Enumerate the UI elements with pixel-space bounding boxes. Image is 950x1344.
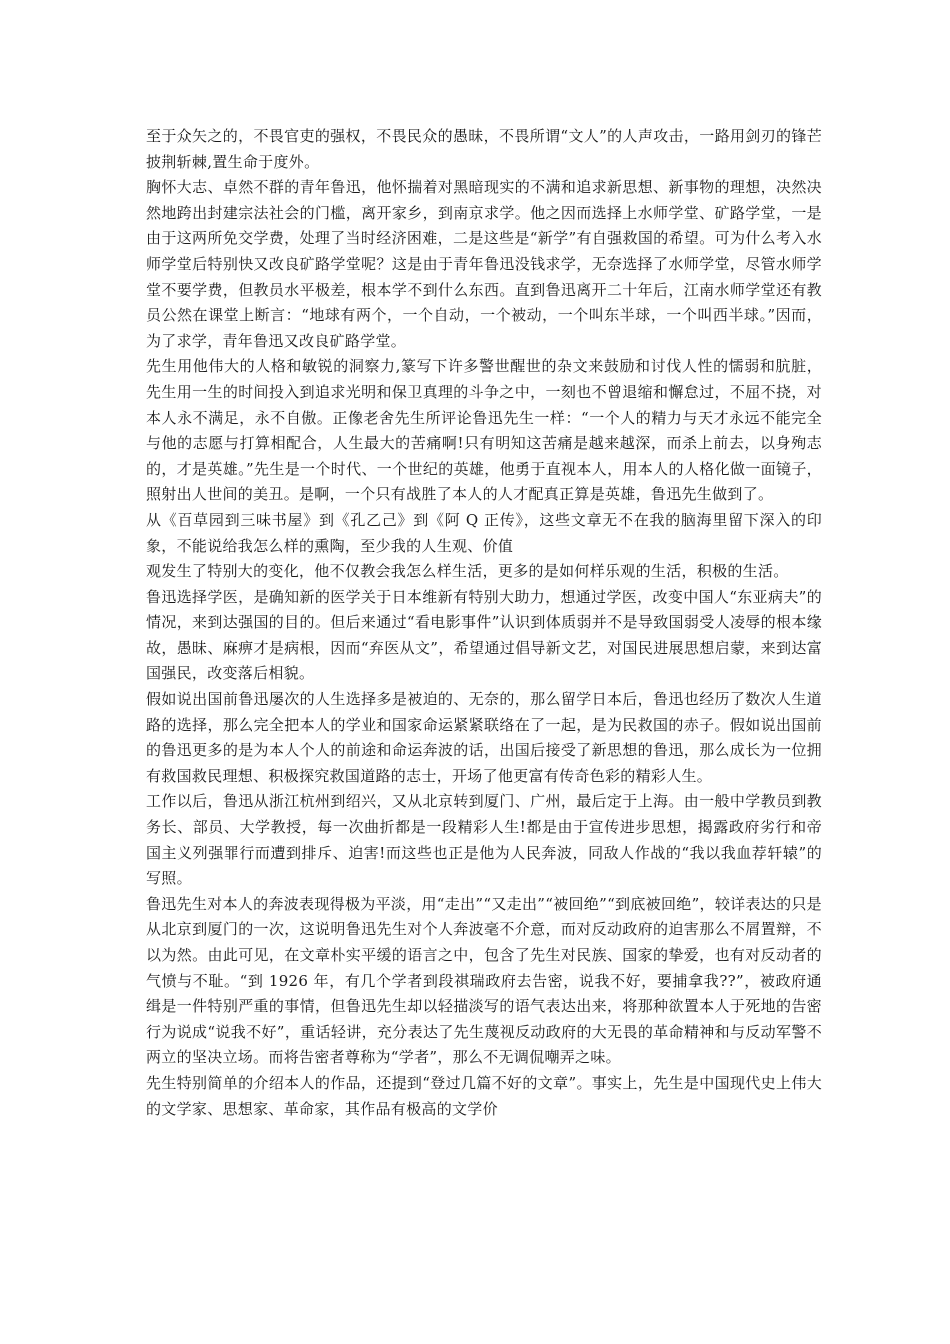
paragraph: 鲁迅先生对本人的奔波表现得极为平淡，用“走出”“又走出”“被回绝”“到底被回绝”，较详表达的只是从北京到厦门的一次，这说明鲁迅先生对个人奔波毫不介意，而对反动政府的迫害那么不屑置辩，不以为然。由此可见，在文章朴实平缓的语言之中，包含了先生对民族、国家的挚爱，也有对反动者的气愤与不耻。“到 1926 年，有几个学者到段祺瑞政府去告密，说我不好，要捕拿我??”，被政府通缉是一件特别严重的事情，但鲁迅先生却以轻描淡写的语气表达出来，将那种欲置本人于死地的告密行为说成“说我不好”，重话轻讲，充分表达了先生蔑视反动政府的大无畏的革命精神和与反动军警不两立的坚决立场。而将告密者尊称为“学者”，那么不无调侃嘲弄之味。 (146, 894, 822, 1067)
paragraph: 先生特别简单的介绍本人的作品，还提到“登过几篇不好的文章”。事实上，先生是中国现代史上伟大的文学家、思想家、革命家，其作品有极高的文学价 (146, 1073, 822, 1118)
paragraph: 从《百草园到三味书屋》到《孔乙己》到《阿 Q 正传》，这些文章无不在我的脑海里留下深入的印象，不能说给我怎么样的熏陶，至少我的人生观、价值 (146, 510, 822, 555)
paragraph: 胸怀大志、卓然不群的青年鲁迅，他怀揣着对黑暗现实的不满和追求新思想、新事物的理想，决然决然地跨出封建宗法社会的门槛，离开家乡，到南京求学。他之因而选择上水师学堂、矿路学堂，一是由于这两所免交学费，处理了当时经济困难，二是这些是“新学”有自强救国的希望。可为什么考入水师学堂后特别快又改良矿路学堂呢？这是由于青年鲁迅没钱求学，无奈选择了水师学堂，尽管水师学堂不要学费，但教员水平极差，根本学不到什么东西。直到鲁迅离开二十年后，江南水师学堂还有教员公然在课堂上断言：“地球有两个，一个自动，一个被动，一个叫东半球，一个叫西半球。”因而，为了求学，青年鲁迅又改良矿路学堂。 (146, 178, 822, 350)
paragraph: 观发生了特别大的变化，他不仅教会我怎么样生活，更多的是如何样乐观的生活，积极的生活。 (146, 562, 789, 581)
paragraph: 至于众矢之的，不畏官吏的强权，不畏民众的愚昧，不畏所谓“文人”的人声攻击，一路用剑刃的锋芒披荆斩棘,置生命于度外。 (146, 127, 822, 171)
paragraph: 鲁迅选择学医，是确知新的医学关于日本维新有特别大助力，想通过学医，改变中国人“东亚病夫”的情况，来到达强国的目的。但后来通过“看电影事件”认识到体质弱并不是导致国弱受人凌辱的根本缘故，愚昧、麻痹才是病根，因而“弃医从文”，希望通过倡导新文艺，对国民进展思想启蒙，来到达富国强民，改变落后相貌。 (146, 587, 822, 683)
document-page (146, 124, 822, 1122)
paragraph: 工作以后，鲁迅从浙江杭州到绍兴，又从北京转到厦门、广州，最后定于上海。由一般中学教员到教务长、部员、大学教授，每一次曲折都是一段精彩人生!都是由于宣传进步思想，揭露政府劣行和帝国主义列强罪行而遭到排斥、迫害!而这些也正是他为人民奔波，同敌人作战的“我以我血荐轩辕”的写照。 (146, 792, 822, 888)
paragraph: 假如说出国前鲁迅屡次的人生选择多是被迫的、无奈的，那么留学日本后，鲁迅也经历了数次人生道路的选择，那么完全把本人的学业和国家命运紧紧联络在了一起，是为民救国的赤子。假如说出国前的鲁迅更多的是为本人个人的前途和命运奔波的话，出国后接受了新思想的鲁迅，那么成长为一位拥有救国救民理想、积极探究救国道路的志士，开场了他更富有传奇色彩的精彩人生。 (146, 690, 822, 785)
paragraph: 先生用他伟大的人格和敏锐的洞察力,篆写下许多警世醒世的杂文来鼓励和讨伐人性的懦弱和肮脏，先生用一生的时间投入到追求光明和保卫真理的斗争之中，一刻也不曾退缩和懈怠过，不屈不挠，对本人永不满足，永不自傲。正像老舍先生所评论鲁迅先生一样：“一个人的精力与天才永远不能完全与他的志愿与打算相配合，人生最大的苦痛啊!只有明知这苦痛是越来越深，而杀上前去，以身殉志的，才是英雄。”先生是一个时代、一个世纪的英雄，他勇于直视本人，用本人的人格化做一面镜子，照射出人世间的美丑。是啊，一个只有战胜了本人的人才配真正算是英雄，鲁迅先生做到了。 (146, 357, 822, 504)
